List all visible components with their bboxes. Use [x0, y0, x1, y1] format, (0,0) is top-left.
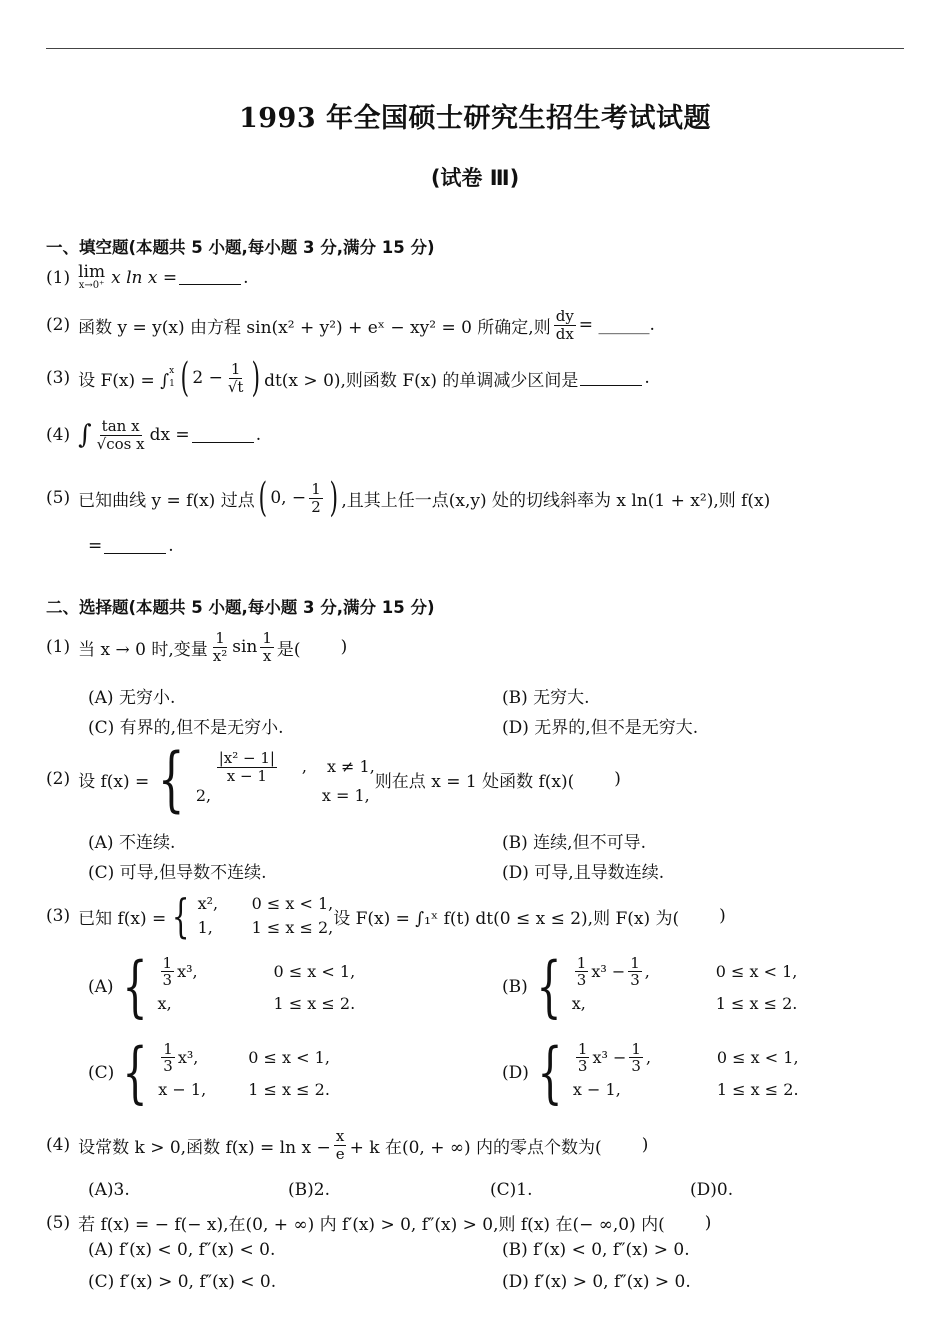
- option-a[interactable]: [88, 948, 356, 1025]
- denominator: 3: [630, 971, 640, 990]
- numerator: x: [335, 1127, 345, 1145]
- choice-q5: [46, 1210, 711, 1235]
- question-text: 当 x → 0 时,变量: [78, 639, 208, 660]
- question-text-post: dt(x > 0),则函数 F(x) 的单调减少区间是: [264, 370, 579, 391]
- question-number: (2): [46, 315, 71, 335]
- lower-limit: 1: [169, 379, 175, 389]
- case-2-value: 2,: [195, 786, 212, 805]
- denominator: √cos x: [96, 434, 145, 453]
- choice-q3: [46, 889, 726, 943]
- option-label: (B): [502, 977, 528, 997]
- left-brace: {: [158, 738, 185, 820]
- period: .: [255, 425, 262, 445]
- condition-2: x = 1,: [321, 786, 370, 805]
- numerator: 1: [577, 1039, 588, 1058]
- integrand-fraction: [226, 361, 246, 395]
- condition-1: 0 ≤ x < 1,: [248, 1047, 330, 1067]
- question-number: (5): [46, 488, 71, 508]
- piecewise-cases: [573, 1041, 799, 1105]
- numerator: 1: [630, 953, 640, 972]
- integral-symbol: ∫: [78, 420, 92, 450]
- question-text: 设 f(x) =: [78, 771, 150, 792]
- question-text-post: 设 F(x) = ∫₁ˣ f(t) dt(0 ≤ x ≤ 2),则 F(x) 为(: [333, 908, 680, 929]
- fraction-1: [211, 630, 229, 664]
- lim-symbol: lim: [78, 262, 106, 282]
- left-brace: {: [172, 889, 190, 943]
- option-d[interactable]: [502, 1034, 799, 1111]
- condition-2: 1 ≤ x ≤ 2.: [715, 993, 798, 1013]
- question-text: 已知曲线 y = f(x) 过点: [78, 490, 255, 511]
- option-b[interactable]: (B) 连续,但不可导.: [502, 833, 646, 853]
- fraction: [334, 1128, 347, 1162]
- denominator: √t: [227, 377, 244, 396]
- question-number: (3): [46, 368, 71, 388]
- option-d[interactable]: (D) f′(x) > 0, f″(x) > 0.: [502, 1272, 691, 1292]
- fill-q1: [46, 264, 249, 291]
- option-d[interactable]: (D) 无界的,但不是无穷大.: [502, 718, 699, 738]
- question-text-post: dx =: [149, 425, 190, 445]
- period: .: [644, 368, 650, 388]
- choice-q4: [46, 1128, 648, 1162]
- fill-q2: [46, 308, 655, 342]
- denominator: x²: [212, 646, 228, 665]
- upper-limit: x: [169, 366, 175, 377]
- piecewise-cases: [158, 955, 356, 1019]
- equals-sign: =: [88, 536, 103, 556]
- numerator: 1: [311, 480, 321, 498]
- close-paren: ): [704, 1212, 712, 1233]
- integrand-text: 2 −: [192, 368, 223, 388]
- case-2-value: 1,: [197, 918, 213, 937]
- answer-blank[interactable]: [192, 428, 254, 443]
- option-a[interactable]: (A) f′(x) < 0, f″(x) < 0.: [88, 1240, 276, 1260]
- question-text: 设常数 k > 0,函数 f(x) = ln x −: [78, 1137, 331, 1158]
- piecewise-cases: $\frac{\text{|x² − 1|}}{x - 1}$ , x ≠ 1, 2, x = 1,: [196, 750, 375, 808]
- piecewise-cases: [158, 1041, 330, 1105]
- denominator: 2: [311, 497, 321, 516]
- fraction-2: [260, 630, 274, 664]
- left-paren: (: [258, 475, 267, 521]
- condition-1: 0 ≤ x < 1,: [716, 1047, 799, 1067]
- option-a[interactable]: (A) 不连续.: [88, 833, 176, 853]
- denominator: x − 1: [226, 766, 267, 785]
- section-1-heading: 一、填空题(本题共 5 小题,每小题 3 分,满分 15 分): [46, 238, 435, 257]
- fill-q3: [46, 355, 650, 401]
- denominator: 3: [576, 971, 587, 990]
- question-number: (1): [46, 637, 71, 657]
- sin-function: sin: [232, 637, 258, 657]
- point-fraction: [309, 481, 323, 515]
- question-number: (1): [46, 267, 71, 288]
- close-paren: ): [614, 769, 621, 789]
- left-paren: (: [180, 355, 189, 401]
- question-number: (4): [46, 425, 71, 445]
- lim-subscript: x→0⁺: [78, 280, 105, 291]
- denominator: 3: [577, 1057, 588, 1076]
- answer-blank[interactable]: [179, 270, 241, 285]
- page-title: 1993 年全国硕士研究生招生考试试题: [238, 103, 712, 134]
- condition-1: 0 ≤ x < 1,: [251, 894, 334, 913]
- option-c[interactable]: (C) f′(x) > 0, f″(x) < 0.: [88, 1272, 277, 1292]
- condition-2: 1 ≤ x ≤ 2.: [273, 993, 356, 1013]
- numerator: 1: [631, 1039, 641, 1058]
- piecewise-cases: [198, 892, 334, 940]
- option-label: (A): [88, 977, 114, 997]
- page-subtitle: (试卷 Ⅲ): [430, 166, 520, 190]
- period: .: [168, 536, 174, 556]
- integrand-fraction: [95, 418, 147, 452]
- option-b[interactable]: [502, 948, 798, 1025]
- option-label: (C): [88, 1063, 115, 1083]
- numerator: |x² − 1|: [218, 749, 275, 767]
- numerator: tan x: [101, 417, 140, 435]
- question-text-post: 是(: [276, 639, 301, 660]
- question-number: (2): [46, 769, 71, 789]
- question-number: (5): [46, 1212, 71, 1233]
- top-rule: [46, 48, 904, 49]
- answer-blank[interactable]: [580, 371, 642, 386]
- answer-suffix: = ______.: [578, 315, 655, 335]
- numerator: 1: [162, 953, 173, 972]
- left-brace: {: [536, 948, 562, 1025]
- denominator: dx: [555, 324, 574, 343]
- option-label: (D): [502, 1063, 529, 1083]
- right-paren: ): [251, 355, 261, 401]
- question-number: (4): [46, 1135, 71, 1155]
- numerator: 1: [262, 629, 272, 647]
- section-2-heading: 二、选择题(本题共 5 小题,每小题 3 分,满分 15 分): [46, 598, 435, 617]
- numerator: 1: [230, 360, 241, 378]
- condition-2: 1 ≤ x ≤ 2.: [716, 1079, 799, 1099]
- case-1-term: x³ −: [592, 1047, 627, 1067]
- denominator: 3: [631, 1057, 641, 1076]
- right-paren: ): [329, 475, 338, 521]
- option-d[interactable]: (D) 可导,且导数连续.: [502, 863, 665, 883]
- question-text-post: + k 在(0, + ∞) 内的零点个数为(: [349, 1137, 602, 1158]
- question-text-post: ,且其上任一点(x,y) 处的切线斜率为 x ln(1 + x²),则 f(x): [341, 490, 771, 511]
- comma: ,: [645, 1047, 652, 1067]
- case-2-value: x − 1,: [158, 1079, 207, 1099]
- option-a[interactable]: (A) 无穷小.: [88, 688, 176, 708]
- option-b[interactable]: (B)2.: [288, 1180, 330, 1200]
- condition-2: 1 ≤ x ≤ 2.: [248, 1079, 330, 1099]
- question-text-post: 则在点 x = 1 处函数 f(x)(: [374, 771, 575, 792]
- case-2-value: x,: [571, 993, 586, 1013]
- numerator: 1: [576, 953, 587, 972]
- question-text: 设 F(x) = ∫: [78, 370, 170, 391]
- condition-1: 0 ≤ x < 1,: [715, 961, 798, 981]
- condition-1: x ≠ 1,: [326, 757, 375, 776]
- case-1-value: x²,: [197, 894, 219, 913]
- close-paren: ): [340, 637, 348, 657]
- case-1-term: x³ −: [591, 961, 626, 981]
- comma: ,: [644, 961, 650, 981]
- close-paren: ): [641, 1135, 649, 1155]
- close-paren: ): [719, 906, 726, 926]
- option-d[interactable]: (D)0.: [690, 1180, 734, 1200]
- choice-q2: [46, 738, 621, 820]
- choice-q1: [46, 630, 347, 664]
- period: .: [243, 267, 249, 288]
- question-number: (3): [46, 906, 71, 926]
- numerator: dy: [555, 307, 574, 325]
- left-brace: {: [537, 1034, 563, 1111]
- fill-q5: [46, 475, 771, 521]
- expression: x ln x =: [111, 267, 178, 288]
- option-b[interactable]: (B) 无穷大.: [502, 688, 590, 708]
- fill-q5-continuation: [88, 536, 174, 556]
- option-c[interactable]: (C) 有界的,但不是无穷小.: [88, 718, 284, 738]
- question-text: 函数 y = y(x) 由方程 sin(x² + y²) + eˣ − xy² = 0 所确定,则: [78, 317, 551, 338]
- piecewise-cases: [572, 955, 798, 1019]
- left-brace: {: [121, 948, 148, 1025]
- option-b[interactable]: (B) f′(x) < 0, f″(x) > 0.: [502, 1240, 690, 1260]
- question-text: 已知 f(x) =: [78, 908, 167, 929]
- option-c[interactable]: (C) 可导,但导数不连续.: [88, 863, 267, 883]
- denominator: x: [262, 646, 272, 665]
- option-c[interactable]: (C)1.: [490, 1180, 533, 1200]
- case-2-value: x,: [157, 993, 172, 1013]
- case-1-term: x³,: [177, 1047, 199, 1067]
- derivative-fraction: [554, 308, 576, 342]
- numerator: 1: [215, 629, 225, 647]
- fill-q4: [46, 418, 261, 452]
- denominator: e: [335, 1144, 345, 1163]
- numerator: 1: [163, 1039, 173, 1058]
- answer-blank[interactable]: [104, 539, 166, 554]
- condition-1: 0 ≤ x < 1,: [273, 961, 356, 981]
- option-c[interactable]: [88, 1034, 330, 1111]
- denominator: 3: [162, 971, 173, 990]
- denominator: 3: [163, 1057, 173, 1076]
- condition-2: 1 ≤ x ≤ 2,: [251, 918, 334, 937]
- case-2-value: x − 1,: [572, 1079, 621, 1099]
- point-coords: 0, −: [270, 488, 307, 508]
- case-1-term: x³,: [177, 961, 198, 981]
- left-brace: {: [122, 1034, 148, 1111]
- option-a[interactable]: (A)3.: [88, 1180, 130, 1200]
- question-text: 若 f(x) = − f(− x),在(0, + ∞) 内 f′(x) > 0, f″(x) > 0,则 f(x) 在(− ∞,0) 内(: [78, 1215, 665, 1235]
